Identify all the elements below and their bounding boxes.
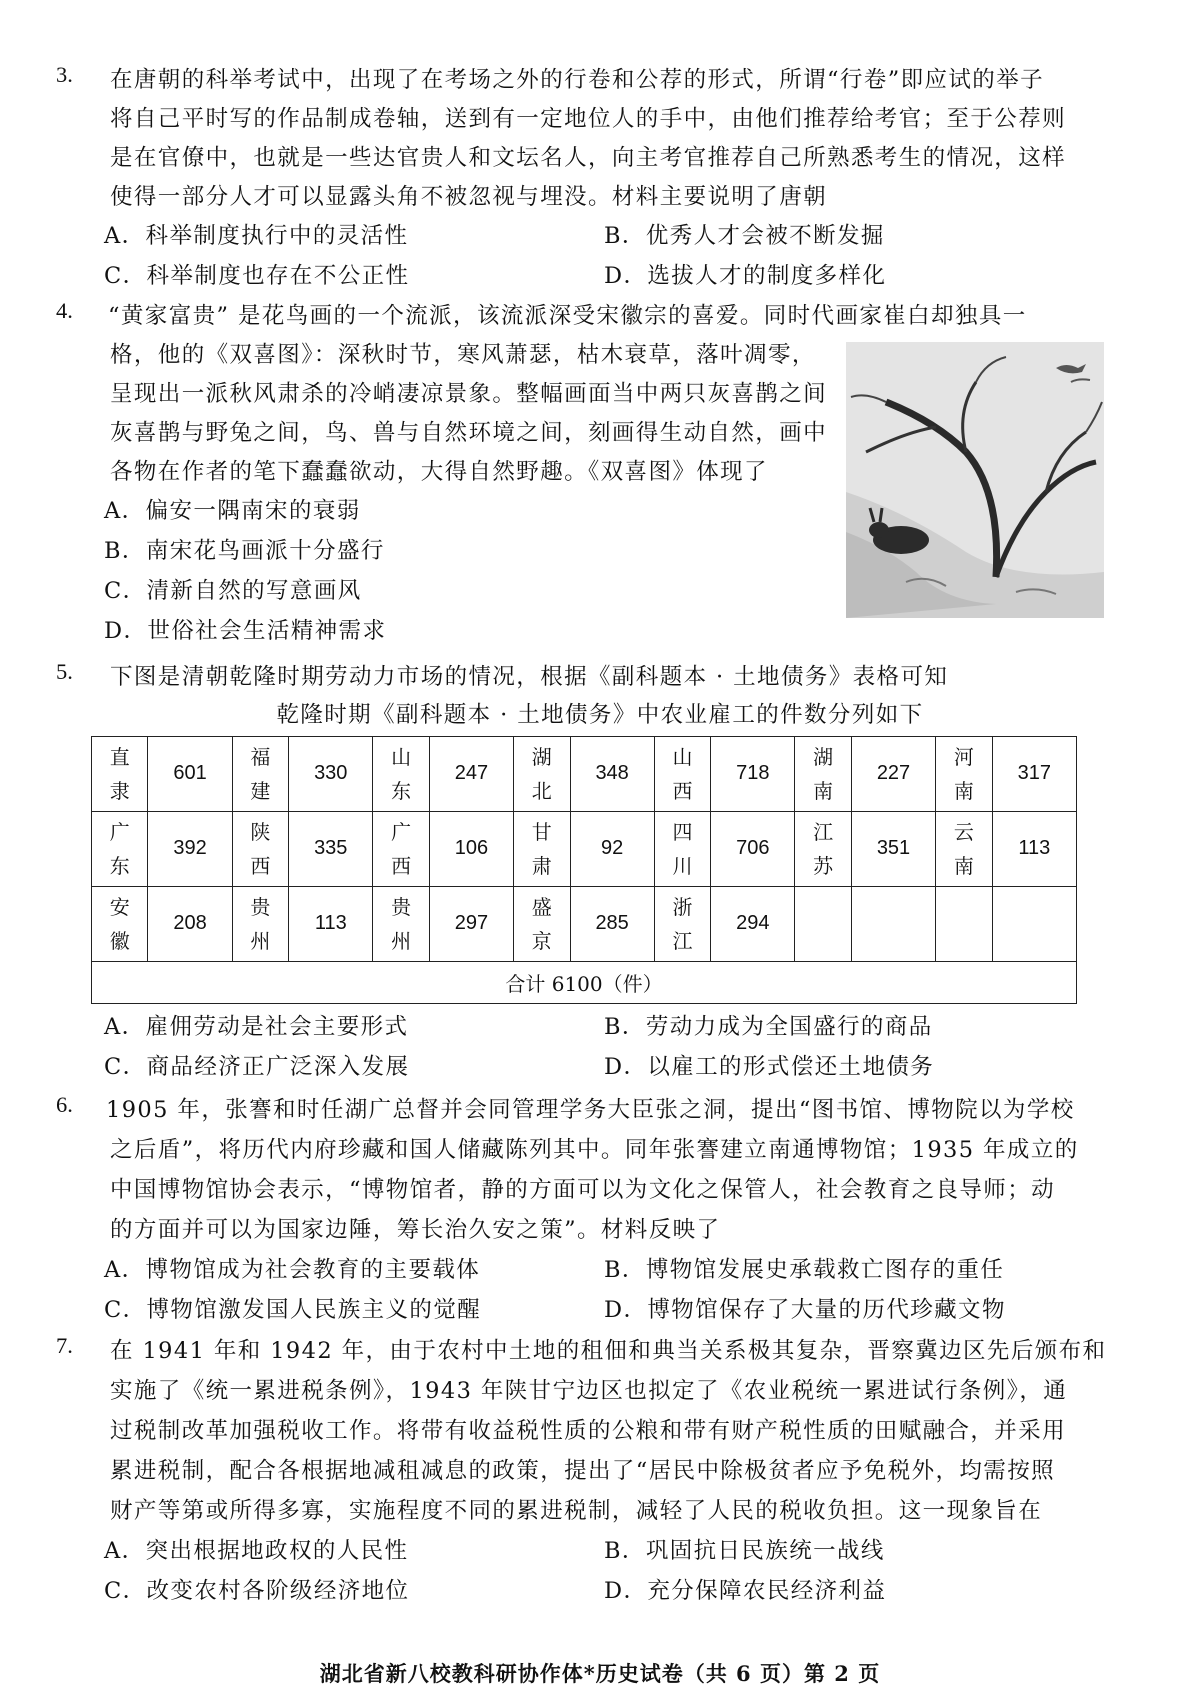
count-cell: 113: [289, 886, 373, 961]
province-cell: 盛 京: [514, 886, 570, 961]
province-cell: 陕 西: [232, 811, 288, 886]
q5-intro: 下图是清朝乾隆时期劳动力市场的情况，根据《副科题本 · 土地债务》表格可知: [110, 664, 949, 690]
page-footer: 湖北省新八校教科研协作体*历史试卷（共 6 页）第 2 页: [319, 1661, 881, 1686]
q7-line-4: 累进税制，配合各根据地减租减息的政策，提出了“居民中除极贫者应予免税外，均需按照: [110, 1458, 1056, 1484]
count-cell: 706: [711, 811, 795, 886]
q3-line-2: 将自己平时写的作品制成卷轴，送到有一定地位人的手中，由他们推荐给考官；至于公荐则: [110, 106, 1067, 132]
table-row: [92, 811, 1077, 886]
table-row: [92, 737, 1077, 812]
table-total-row: [92, 961, 1077, 1003]
q4-option-d: D．世俗社会生活精神需求: [104, 618, 387, 644]
q3-line-1: 在唐朝的科举考试中，出现了在考场之外的行卷和公荐的形式，所谓“行卷”即应试的举子: [110, 67, 1045, 93]
q5-option-a: A．雇佣劳动是社会主要形式: [104, 1014, 409, 1040]
q4-option-c: C．清新自然的写意画风: [104, 578, 362, 604]
province-cell: 安 徽: [92, 886, 148, 961]
q5-table-title: 乾隆时期《副科题本 · 土地债务》中农业雇工的件数分列如下: [276, 702, 924, 728]
province-cell: 山 西: [654, 737, 710, 812]
q4-number: 4.: [56, 298, 73, 323]
q3-option-b: B．优秀人才会被不断发掘: [604, 223, 885, 249]
table-total: 合计 6100（件）: [92, 961, 1077, 1003]
count-cell: 247: [429, 737, 513, 812]
q5-option-c: C．商品经济正广泛深入发展: [104, 1054, 410, 1080]
q7-line-3: 过税制改革加强税收工作。将带有收益税性质的公粮和带有财产税性质的田赋融合，并采用: [110, 1418, 1067, 1444]
q6-line-1: 1905 年，张謇和时任湖广总督并会同管理学务大臣张之洞，提出“图书馆、博物院以为学校: [106, 1097, 1075, 1123]
count-cell: 227: [851, 737, 935, 812]
count-cell: [851, 886, 935, 961]
count-cell: 294: [711, 886, 795, 961]
q3-line-3: 是在官僚中，也就是一些达官贵人和文坛名人，向主考官推荐自己所熟悉考生的情况，这样: [110, 145, 1067, 171]
count-cell: 718: [711, 737, 795, 812]
q7-option-b: B．巩固抗日民族统一战线: [604, 1538, 885, 1564]
q6-option-a: A．博物馆成为社会教育的主要载体: [104, 1257, 481, 1283]
province-cell: 四 川: [654, 811, 710, 886]
count-cell: 92: [570, 811, 654, 886]
province-cell: 河 南: [936, 737, 992, 812]
q4-line-1: “黄家富贵” 是花鸟画的一个流派，该流派深受宋徽宗的喜爱。同时代画家崔白却独具一: [108, 303, 1027, 329]
province-cell: 广 东: [92, 811, 148, 886]
painting-image: [846, 342, 1104, 618]
q6-line-4: 的方面并可以为国家边陲，筹长治久安之策”。材料反映了: [110, 1217, 721, 1243]
province-cell: 贵 州: [373, 886, 429, 961]
count-cell: 317: [992, 737, 1076, 812]
province-cell: 湖 北: [514, 737, 570, 812]
province-cell: 湖 南: [795, 737, 851, 812]
q5-data-table: [91, 736, 1077, 1004]
q5-option-d: D．以雇工的形式偿还土地债务: [604, 1054, 935, 1080]
q3-number: 3.: [56, 62, 73, 87]
count-cell: 208: [148, 886, 232, 961]
province-cell: 甘 肃: [514, 811, 570, 886]
q7-option-d: D．充分保障农民经济利益: [604, 1578, 887, 1604]
count-cell: 601: [148, 737, 232, 812]
province-cell: 直 隶: [92, 737, 148, 812]
q7-option-c: C．改变农村各阶级经济地位: [104, 1578, 410, 1604]
q3-option-a: A．科举制度执行中的灵活性: [104, 223, 409, 249]
province-cell: [795, 886, 851, 961]
q4-line-2: 格，他的《双喜图》：深秋时节，寒风萧瑟，枯木衰草，落叶凋零，: [110, 342, 816, 368]
province-cell: [936, 886, 992, 961]
count-cell: 297: [429, 886, 513, 961]
q7-number: 7.: [56, 1333, 73, 1358]
q3-line-4: 使得一部分人才可以显露头角不被忽视与埋没。材料主要说明了唐朝: [110, 184, 828, 210]
count-cell: 330: [289, 737, 373, 812]
count-cell: 285: [570, 886, 654, 961]
province-cell: 广 西: [373, 811, 429, 886]
q4-line-4: 灰喜鹊与野兔之间，鸟、兽与自然环境之间，刻画得生动自然，画中: [110, 420, 828, 446]
q4-option-b: B．南宋花鸟画派十分盛行: [104, 538, 385, 564]
table-row: [92, 886, 1077, 961]
province-cell: 贵 州: [232, 886, 288, 961]
q7-line-5: 财产等第或所得多寡，实施程度不同的累进税制，减轻了人民的税收负担。这一现象旨在: [110, 1498, 1043, 1524]
province-cell: 江 苏: [795, 811, 851, 886]
q5-number: 5.: [56, 659, 73, 684]
q4-option-a: A．偏安一隅南宋的衰弱: [104, 498, 361, 524]
count-cell: 113: [992, 811, 1076, 886]
province-cell: 山 东: [373, 737, 429, 812]
q6-line-2: 之后盾”，将历代内府珍藏和国人储藏陈列其中。同年张謇建立南通博物馆；1935 年成立的: [110, 1137, 1079, 1163]
q6-line-3: 中国博物馆协会表示，“博物馆者，静的方面可以为文化之保管人，社会教育之良导师；动: [110, 1177, 1056, 1203]
q6-option-d: D．博物馆保存了大量的历代珍藏文物: [604, 1297, 1006, 1323]
q7-option-a: A．突出根据地政权的人民性: [104, 1538, 409, 1564]
province-cell: 云 南: [936, 811, 992, 886]
count-cell: 392: [148, 811, 232, 886]
q6-option-b: B．博物馆发展史承载救亡图存的重任: [604, 1257, 1005, 1283]
q3-option-d: D．选拔人才的制度多样化: [604, 263, 887, 289]
q6-option-c: C．博物馆激发国人民族主义的觉醒: [104, 1297, 482, 1323]
count-cell: 348: [570, 737, 654, 812]
count-cell: [992, 886, 1076, 961]
q5-option-b: B．劳动力成为全国盛行的商品: [604, 1014, 933, 1040]
province-cell: 福 建: [232, 737, 288, 812]
q7-line-1: 在 1941 年和 1942 年，由于农村中土地的租佃和典当关系极其复杂，晋察冀边区先后颁布和: [110, 1338, 1107, 1364]
count-cell: 351: [851, 811, 935, 886]
q6-number: 6.: [56, 1092, 73, 1117]
count-cell: 335: [289, 811, 373, 886]
q4-line-5: 各物在作者的笔下蠢蠢欲动，大得自然野趣。《双喜图》体现了: [110, 459, 768, 485]
q4-line-3: 呈现出一派秋风肃杀的冷峭凄凉景象。整幅画面当中两只灰喜鹊之间: [110, 381, 828, 407]
province-cell: 浙 江: [654, 886, 710, 961]
count-cell: 106: [429, 811, 513, 886]
q3-option-c: C．科举制度也存在不公正性: [104, 263, 410, 289]
q7-line-2: 实施了《统一累进税条例》，1943 年陕甘宁边区也拟定了《农业税统一累进试行条例》，通: [110, 1378, 1068, 1404]
painting-illustration: [846, 342, 1104, 618]
